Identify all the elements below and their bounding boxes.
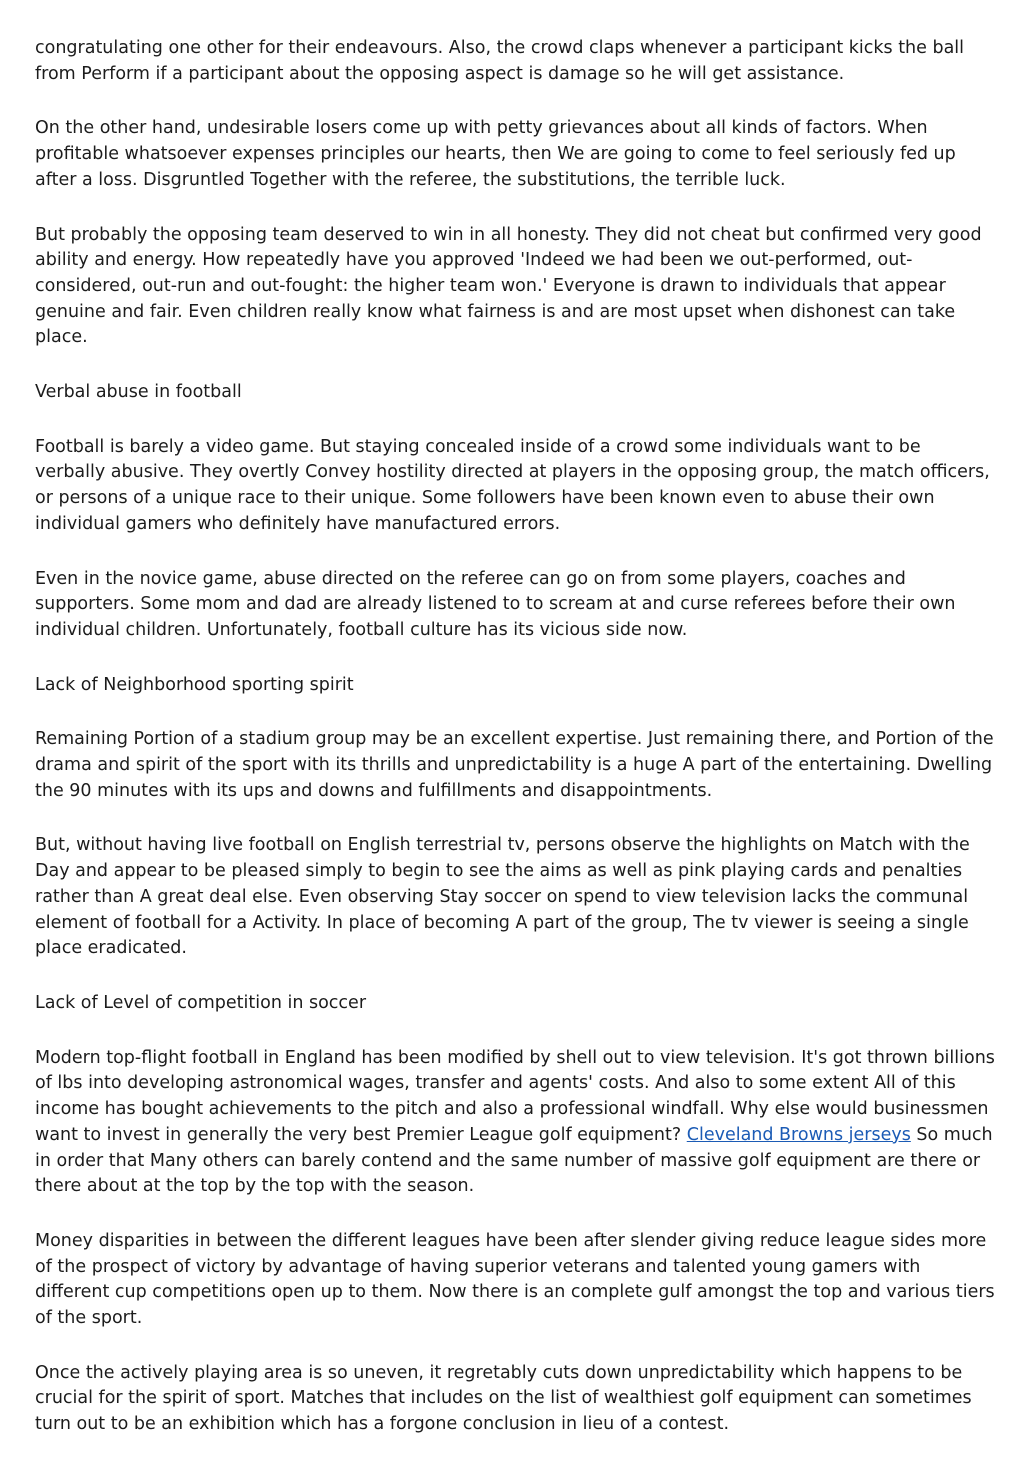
paragraph-modern-football [35, 1046, 995, 1200]
paragraph-crowd-claps: congratulating one other for their endeavours. Also, the crowd claps whenever a participant kicks the ball from Perform if a participant about the opposing aspect is damage so he will get assistance. [35, 38, 965, 84]
paragraph-money-disparities: Money disparities in between the different leagues have been after slender giving reduce league sides more of the prospect of victory by advantage of having superior veterans and talented young gamers with different cup competitions open up to them. Now there is an complete gulf amongst the top and various tiers of the sport. [35, 1230, 995, 1329]
paragraph-novice-game: Even in the novice game, abuse directed on the referee can go on from some players, coaches and supporters. Some mom and dad are already listened to to scream at and curse referees before their own individual children. Unfortunately, football culture has its vicious side now. [35, 568, 956, 640]
document-page [35, 36, 995, 1467]
paragraph-uneven-field: Once the actively playing area is so uneven, it regretably cuts down unpredictability which happens to be crucial for the spirit of sport. Matches that includes on the list of wealthiest golf equipment can sometimes turn out to be an exhibition which has a forgone conclusion in lieu of a contest. [35, 1362, 972, 1435]
paragraph-text-after-link: So much in order that Many others can barely contend and the same number of massive golf equipment are there or there about at the top by the top with the season. [35, 1124, 993, 1197]
cleveland-browns-jerseys-link[interactable]: Cleveland Browns jerseys [686, 1124, 911, 1145]
section-heading-community-spirit: Lack of Neighborhood sporting spirit [35, 674, 354, 695]
section-heading-verbal-abuse: Verbal abuse in football [35, 382, 242, 403]
paragraph-verbal-abuse: Football is barely a video game. But staying concealed inside of a crowd some individuals want to be verbally abusive. They overtly Convey hostility directed at players in the opposing group, the match officers, or persons of a unique race to their unique. Some followers have been known even to abuse their own individual gamers who definitely have manufactured errors. [35, 436, 990, 534]
paragraph-opposing-team: But probably the opposing team deserved to win in all honesty. They did not cheat but confirmed very good ability and energy. How repeatedly have you approved 'Indeed we had been we out-performed, out-considered, out-run and out-fought: the higher team won.' Everyone is drawn to individuals that appear genuine and fair. Even children really know what fairness is and are most upset when dishonest can take place. [35, 224, 982, 348]
paragraph-text-before-link: Modern top-flight football in England has been modified by shell out to view television. It's got thrown billions of lbs into developing astronomical wages, transfer and agents' costs. And also to some extent All of this income has bought achievements to the pitch and also a professional windfall. Why else would businessmen want to invest in generally the very best Premier League golf equipment? [35, 1047, 995, 1145]
paragraph-tv-highlights: But, without having live football on English terrestrial tv, persons observe the highlights on Match with the Day and appear to be pleased simply to begin to see the aims as well as pink playing cards and penalties rather than A great deal else. Even observing Stay soccer on spend to view television lacks the communal element of football for a Activity. In place of becoming A part of the group, The tv viewer is seeing a single place eradicated. [35, 835, 970, 959]
paragraph-stadium-crowd: Remaining Portion of a stadium group may be an excellent expertise. Just remaining there, and Portion of the drama and spirit of the sport with its thrills and unpredictability is a huge A part of the entertaining. Dwelling the 90 minutes with its ups and downs and fulfillments and disappointments. [35, 729, 994, 801]
section-heading-competition: Lack of Level of competition in soccer [35, 992, 367, 1013]
paragraph-bad-losers: On the other hand, undesirable losers come up with petty grievances about all kinds of factors. When profitable whatsoever expenses principles our hearts, then We are going to come to feel seriously fed up after a loss. Disgruntled Together with the referee, the substitutions, the terrible luck. [35, 118, 956, 190]
